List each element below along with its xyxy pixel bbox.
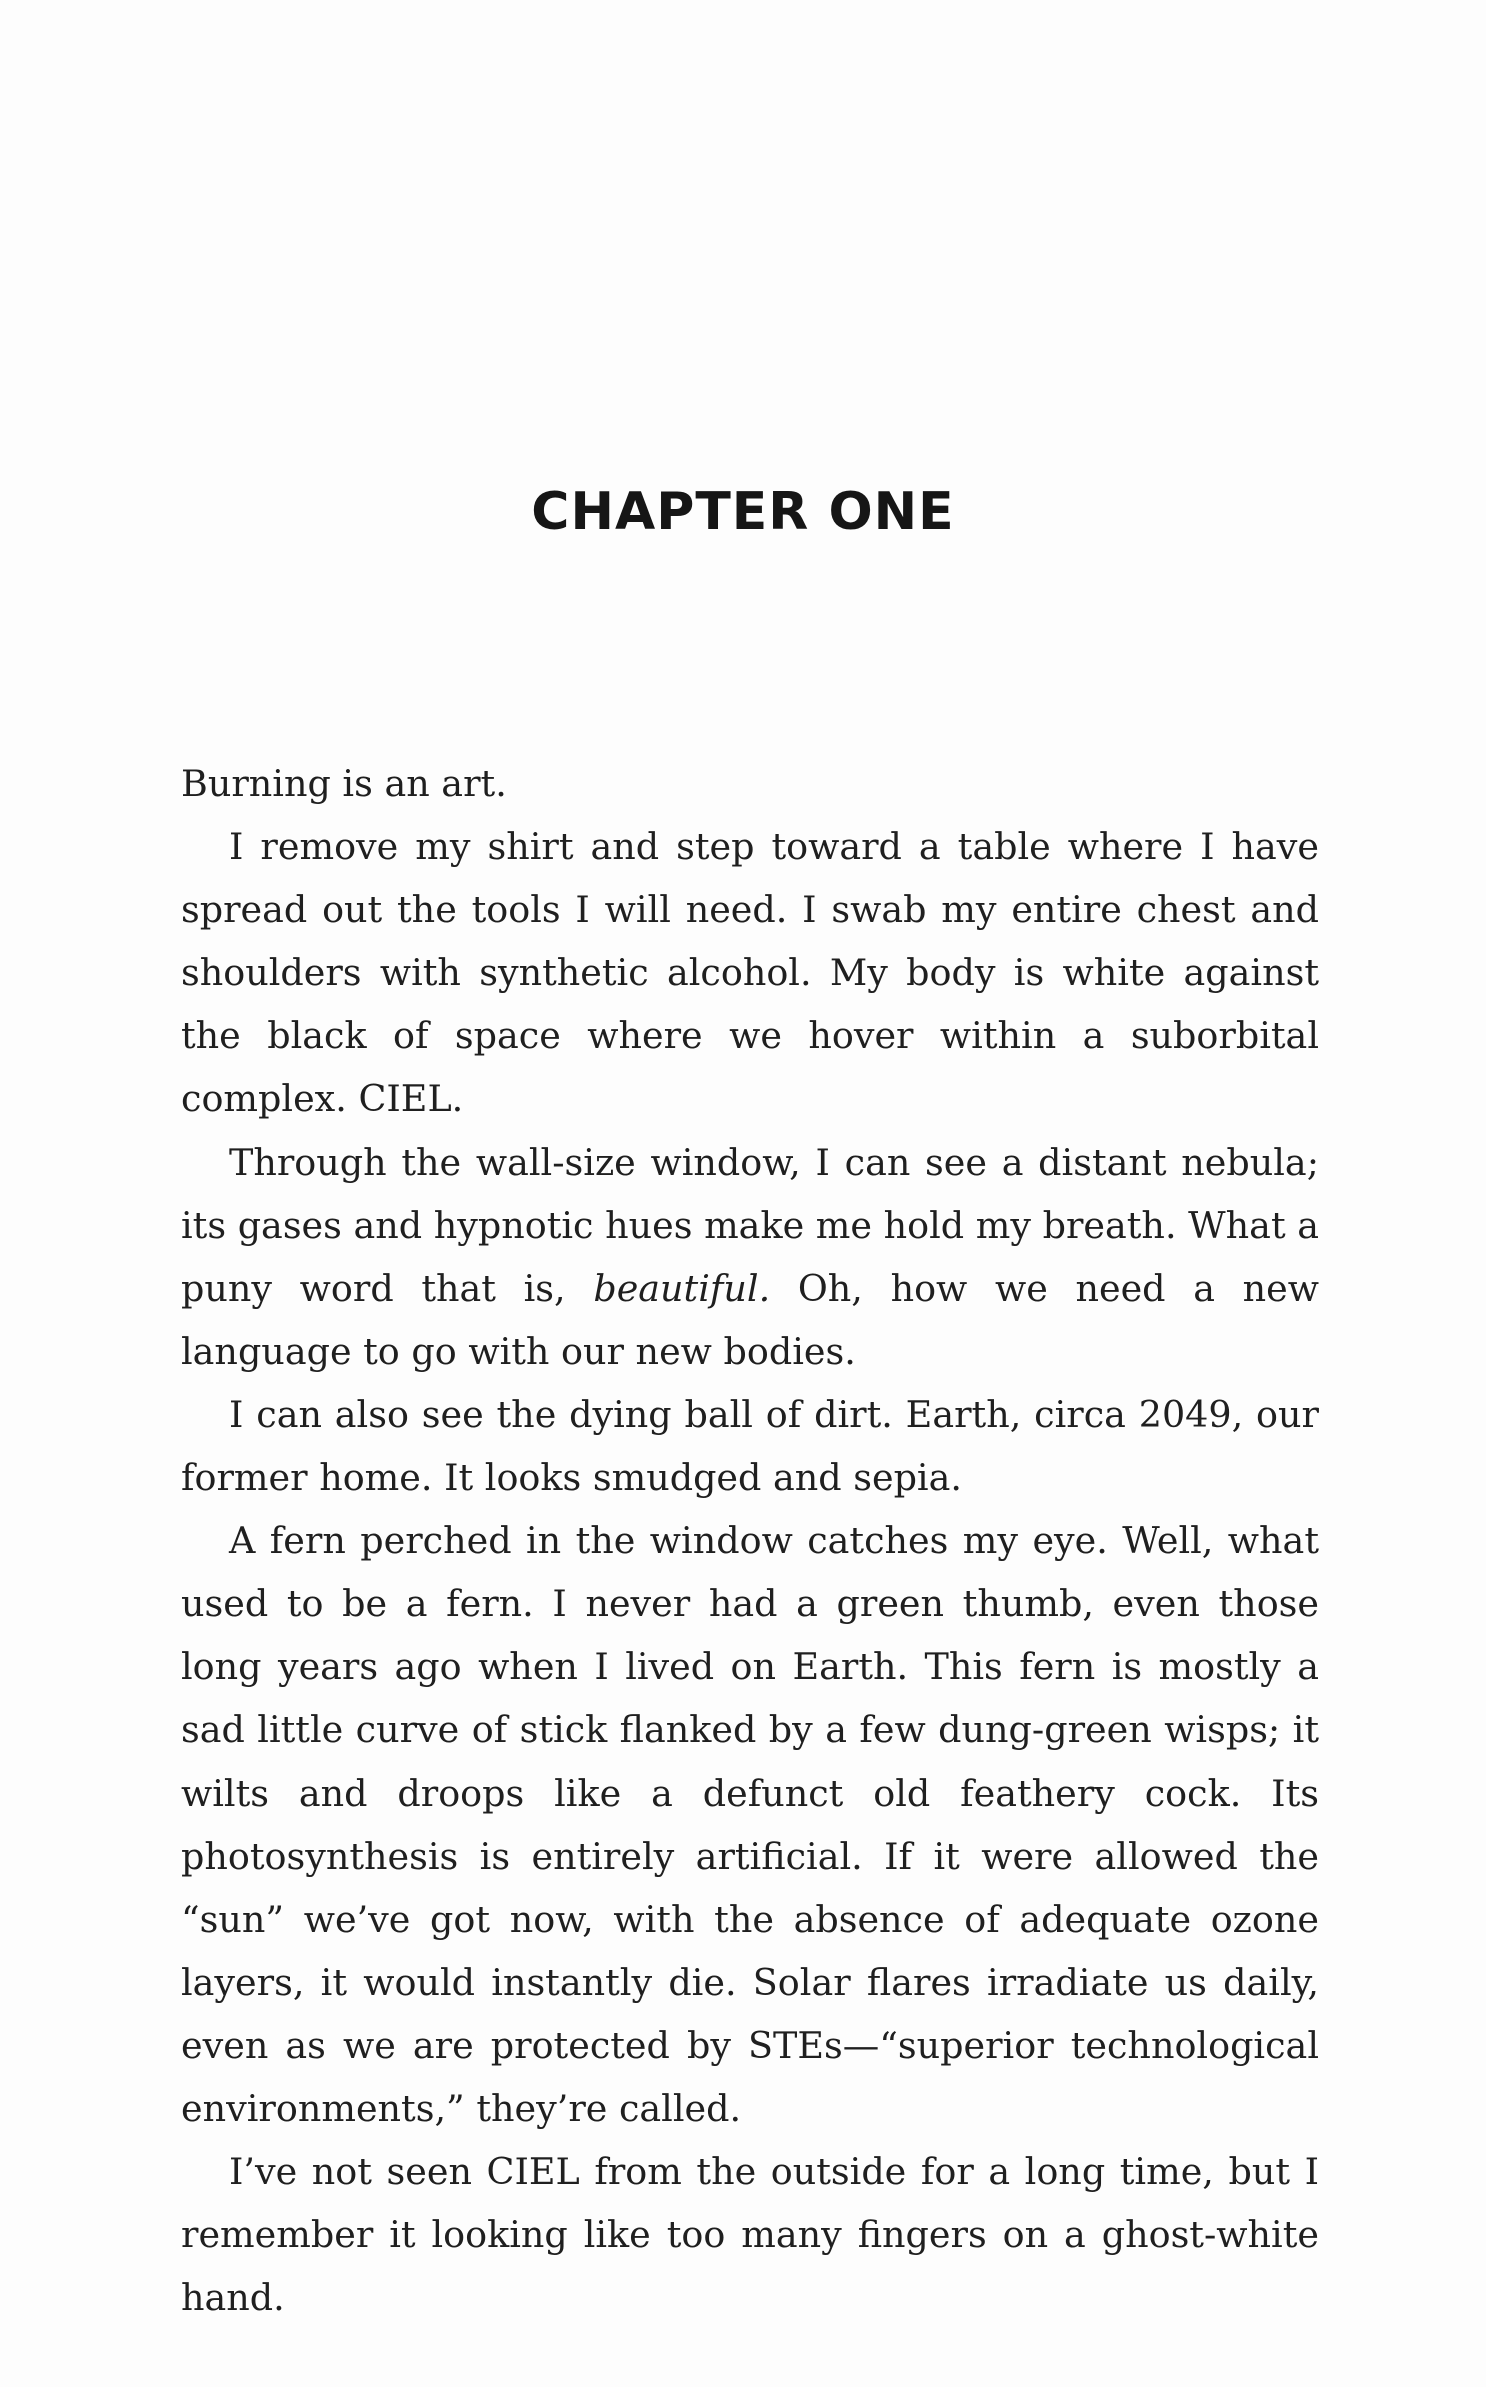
paragraph-4: I can also see the dying ball of dirt. Earth, circa 2049, our former home. It looks smudged and sepia. [181, 1392, 1319, 1500]
paragraph-3-start: Through the wall-size window, I can see a distant nebula; its gases and hypnotic hues make me hold my breath. What a puny word that is, [181, 1140, 1319, 1310]
paragraph-3-end: Oh, how we need a new language to go with our new bodies. [181, 1266, 1319, 1373]
paragraph-2: I remove my shirt and step toward a table where I have spread out the tools I will need. I swab my entire chest and shoulders with synthetic alcohol. My body is white against the black of space where we hover within a suborbital complex. CIEL. [181, 825, 1319, 1121]
chapter-body [181, 752, 1319, 2329]
paragraph-1: Burning is an art. [181, 762, 507, 805]
paragraph-3 [181, 1131, 1319, 1383]
paragraph-5: A fern perched in the window catches my eye. Well, what used to be a fern. I never had a green thumb, even those long years ago when I lived on Earth. This fern is mostly a sad little curve of stick flanked by a few dung-green wisps; it wilts and droops like a defunct old feathery cock. Its photosynthesis is entirely artificial. If it were allowed the “sun” we’ve got now, with the absence of adequate ozone layers, it would instantly die. Solar flares irradiate us daily, even as we are protected by STEs—“superior technological environments,” they’re called. [181, 1519, 1319, 2130]
paragraph-6: I’ve not seen CIEL from the outside for a long time, but I remember it looking like too many fingers on a ghost-white hand. [181, 2150, 1319, 2320]
chapter-title: CHAPTER ONE [531, 482, 955, 542]
italic-word: beautiful. [593, 1266, 771, 1310]
